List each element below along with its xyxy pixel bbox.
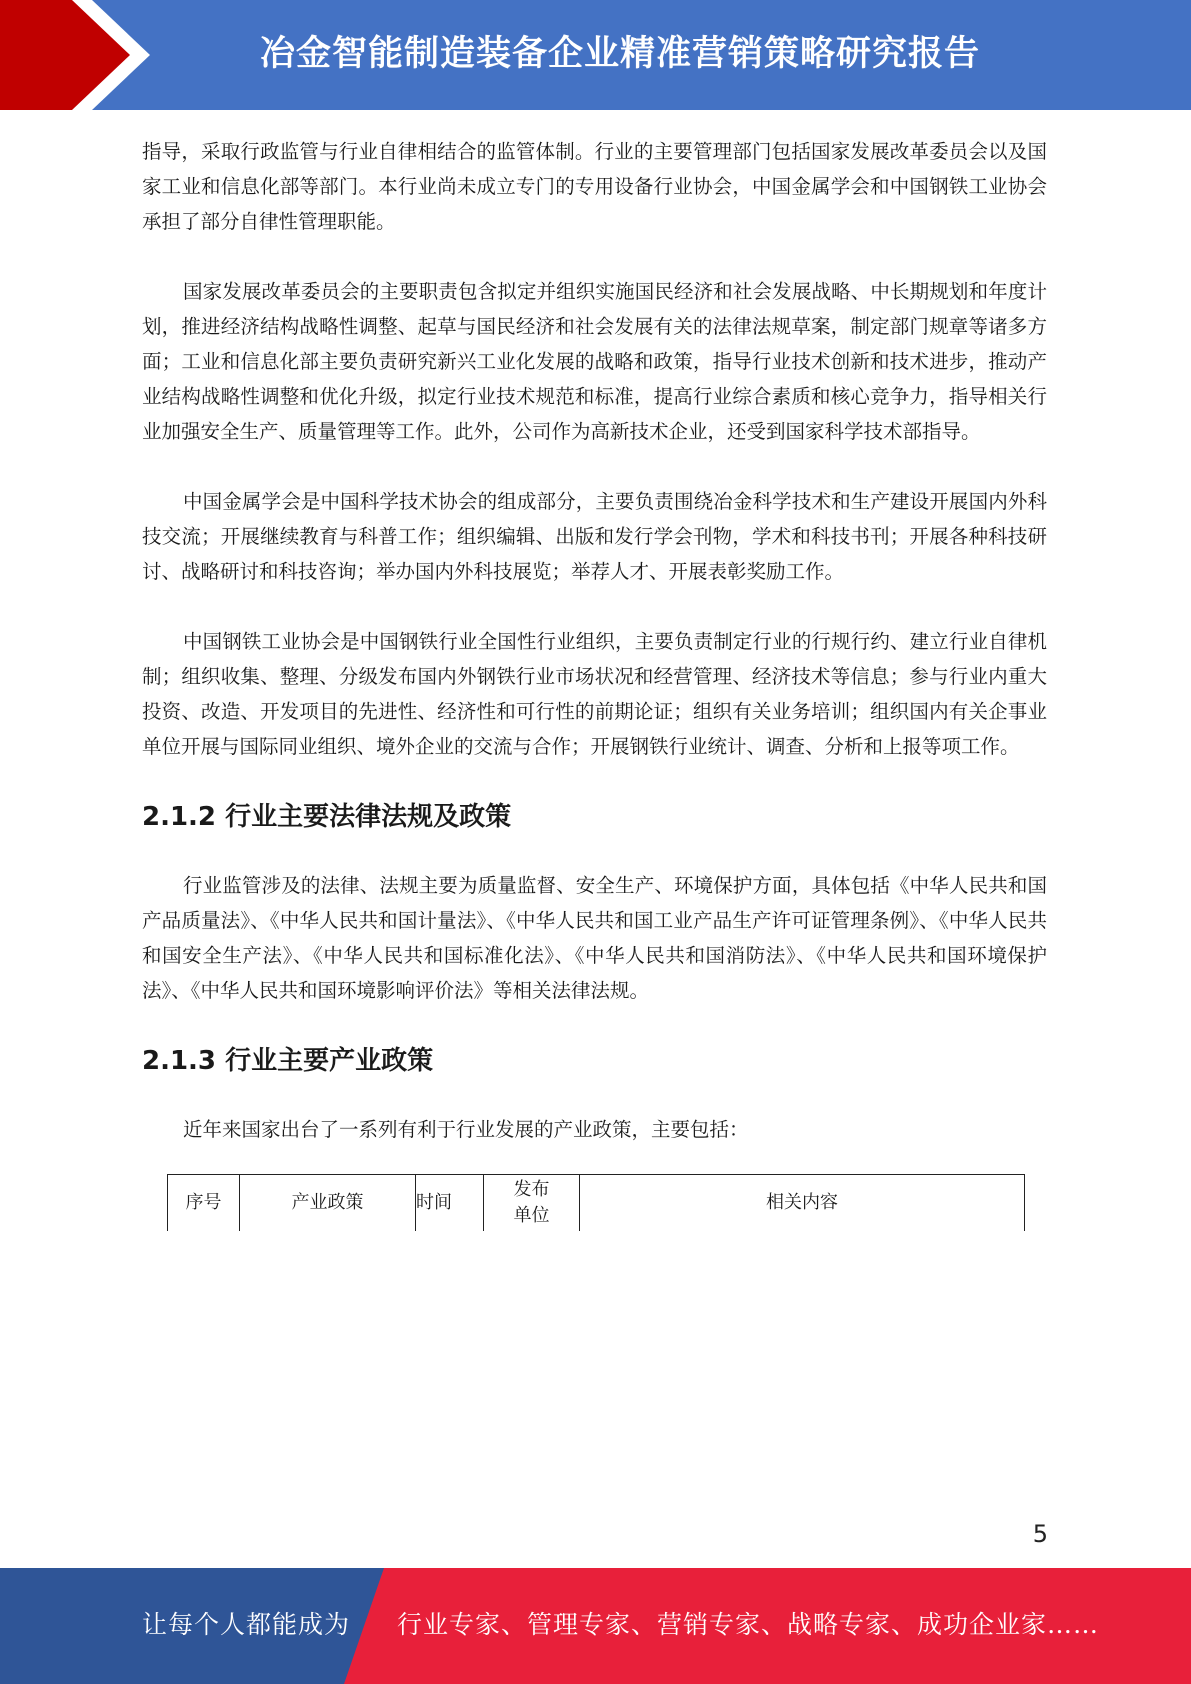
header-publisher-line1: 发布 <box>513 1179 550 1200</box>
page-number: 5 <box>1032 1520 1048 1548</box>
header-cell-time: 时间 <box>416 1175 484 1232</box>
table-header-row <box>168 1175 1025 1232</box>
section-heading-laws: 2.1.2 行业主要法律法规及政策 <box>142 802 512 832</box>
footer-slogan-left: 让每个人都能成为 <box>142 1610 351 1639</box>
paragraph-steel-association: 中国钢铁工业协会是中国钢铁行业全国性行业组织，主要负责制定行业的行规行约、建立行业自律机制；组织收集、整理、分级发布国内外钢铁行业市场状况和经营管理、经济技术等信息；参与行业内重大投资、改造、开发项目的先进性、经济性和可行性的前期论证；组织有关业务培训；组织国内有关企事业单位开展与国际同业组织、境外企业的交流与合作；开展钢铁行业统计、调查、分析和上报等项工作。 <box>142 630 1047 758</box>
page-content <box>142 134 1047 1231</box>
header-banner <box>0 0 1191 110</box>
report-title: 冶金智能制造装备企业精准营销策略研究报告 <box>259 34 980 74</box>
paragraph-ndrc-duties: 国家发展改革委员会的主要职责包含拟定并组织实施国民经济和社会发展战略、中长期规划和年度计划，推进经济结构战略性调整、起草与国民经济和社会发展有关的法律法规草案，制定部门规章等诸多方面；工业和信息化部主要负责研究新兴工业化发展的战略和政策，指导行业技术创新和技术进步，推动产业结构战略性调整和优化升级，拟定行业技术规范和标准，提高行业综合素质和核心竞争力，指导相关行业加强安全生产、质量管理等工作。此外，公司作为高新技术企业，还受到国家科学技术部指导。 <box>142 280 1047 443</box>
header-cell-publisher <box>484 1175 580 1232</box>
policy-table <box>167 1174 1025 1231</box>
header-cell-policy: 产业政策 <box>240 1175 416 1232</box>
paragraph-laws: 行业监管涉及的法律、法规主要为质量监督、安全生产、环境保护方面，具体包括《中华人民共和国产品质量法》、《中华人民共和国计量法》、《中华人民共和国工业产品生产许可证管理条例》、《中华人民共和国安全生产法》、《中华人民共和国标准化法》、《中华人民共和国消防法》、《中华人民共和国环境保护法》、《中华人民共和国环境影响评价法》等相关法律法规。 <box>142 874 1047 1002</box>
paragraph-metals-society: 中国金属学会是中国科学技术协会的组成部分，主要负责围绕冶金科学技术和生产建设开展国内外科技交流；开展继续教育与科普工作；组织编辑、出版和发行学会刊物，学术和科技书刊；开展各种科技研讨、战略研讨和科技咨询；举办国内外科技展览；举荐人才、开展表彰奖励工作。 <box>142 490 1047 583</box>
header-publisher-line2: 单位 <box>513 1205 550 1226</box>
paragraph-policies-intro: 近年来国家出台了一系列有利于行业发展的产业政策，主要包括： <box>183 1118 749 1141</box>
header-cell-content: 相关内容 <box>580 1175 1025 1232</box>
paragraph-regulation-intro: 指导，采取行政监管与行业自律相结合的监管体制。行业的主要管理部门包括国家发展改革委员会以及国家工业和信息化部等部门。本行业尚未成立专门的专用设备行业协会，中国金属学会和中国钢铁工业协会承担了部分自律性管理职能。 <box>142 140 1047 233</box>
policy-table-wrapper <box>167 1174 1025 1231</box>
footer-banner <box>0 1568 1191 1684</box>
section-heading-policies: 2.1.3 行业主要产业政策 <box>142 1046 434 1076</box>
header-cell-index: 序号 <box>168 1175 240 1232</box>
footer-slogan-right: 行业专家、管理专家、营销专家、战略专家、成功企业家…… <box>397 1610 1100 1639</box>
